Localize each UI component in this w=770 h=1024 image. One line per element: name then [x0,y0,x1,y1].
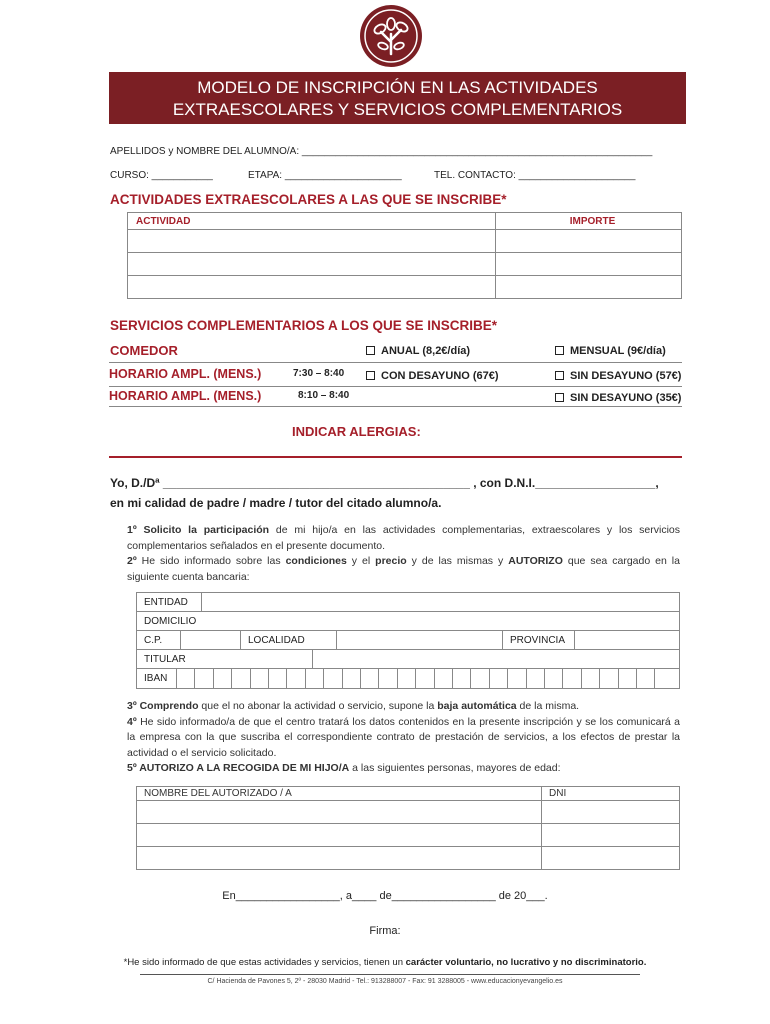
sin-desayuno-57-option[interactable]: SIN DESAYUNO (57€) [555,370,681,382]
firma-label: Firma: [369,925,401,937]
checkbox-icon[interactable] [555,346,564,355]
authorized-persons-table [136,786,680,870]
table-row[interactable] [128,276,682,299]
entidad-input[interactable] [202,593,681,612]
tree-logo-icon [359,4,423,68]
tel-contacto-field[interactable]: TEL. CONTACTO: _____________________ [434,170,636,181]
titular-input[interactable] [313,650,681,669]
footer-address: C/ Hacienda de Pavones 5, 2º - 28030 Madrid - Tel.: 913288007 - Fax: 91 3288005 - www.educacionyevangelio.es [207,978,563,985]
iban-digit-box[interactable] [398,669,416,688]
checkbox-icon[interactable] [366,371,375,380]
horario1-label: HORARIO AMPL. (MENS.) [109,367,262,381]
iban-digit-box[interactable] [232,669,250,688]
iban-digit-box[interactable] [287,669,305,688]
iban-digit-box[interactable] [563,669,581,688]
titular-label: TITULAR [137,650,313,669]
cp-label: C.P. [137,631,181,650]
localidad-label: LOCALIDAD [241,631,337,650]
authorized-name-header: NOMBRE DEL AUTORIZADO / A [137,787,542,801]
iban-digit-box[interactable] [600,669,618,688]
iban-digit-box[interactable] [379,669,397,688]
checkbox-icon[interactable] [555,393,564,402]
form-title-banner [109,72,686,124]
divider [109,406,682,407]
disclaimer-note: *He sido informado de que estas actividades y servicios, tienen un carácter voluntario, no lucrativo y no discriminatorio. [123,957,647,968]
alergias-line[interactable] [109,456,682,458]
activities-title: ACTIVIDADES EXTRAESCOLARES A LAS QUE SE INSCRIBE* [110,192,507,207]
etapa-field[interactable]: ETAPA: _____________________ [248,170,402,181]
yo-line[interactable]: Yo, D./Dª ______________________________________________ , con D.N.I.__________________, [110,476,659,490]
horario2-time: 8:10 – 8:40 [298,390,350,401]
activity-column-header: ACTIVIDAD [128,213,496,230]
curso-field[interactable]: CURSO: ___________ [110,170,213,181]
services-title: SERVICIOS COMPLEMENTARIOS A LOS QUE SE INSCRIBE* [110,318,498,333]
iban-digit-box[interactable] [435,669,453,688]
student-name-field[interactable]: APELLIDOS y NOMBRE DEL ALUMNO/A: _______________________________________________________________ [110,146,653,157]
calidad-line: en mi calidad de padre / madre / tutor del citado alumno/a. [110,496,442,510]
cp-input[interactable] [181,631,241,650]
iban-digit-box[interactable] [582,669,600,688]
provincia-input[interactable] [575,631,681,650]
domicilio-label: DOMICILIO [144,616,197,627]
iban-label: IBAN [137,669,177,688]
iban-digit-box[interactable] [527,669,545,688]
iban-digit-box[interactable] [214,669,232,688]
paragraph-3-4-5: 3º Comprendo que el no abonar la actividad o servicio, supone la baja automática de la misma. 4º He sido informado/a de que el centro tratará los datos contenidos en la presente inscripción y se los comunicará a la empresa con la que suscriba el correspondiente contrato de prestación de servicios, a los efectos de prestar la actividad o el servicio solicitado. 5º AUTORIZO A LA RECOGIDA DE MI HIJO/A a las siguientes personas, mayores de edad: [127,700,680,774]
footer-divider [140,974,640,975]
iban-digit-box[interactable] [637,669,655,688]
iban-digit-box[interactable] [416,669,434,688]
iban-digit-box[interactable] [361,669,379,688]
authorized-dni-header: DNI [542,787,680,801]
iban-digit-box[interactable] [655,669,673,688]
iban-digit-box[interactable] [343,669,361,688]
iban-digit-box[interactable] [324,669,342,688]
iban-digit-box[interactable] [453,669,471,688]
iban-digit-box[interactable] [177,669,195,688]
checkbox-icon[interactable] [366,346,375,355]
price-column-header: IMPORTE [496,213,682,230]
localidad-input[interactable] [337,631,503,650]
iban-digit-box[interactable] [545,669,563,688]
form-title-line2: EXTRAESCOLARES Y SERVICIOS COMPLEMENTARIOS [172,100,623,119]
mensual-option[interactable]: MENSUAL (9€/día) [555,345,666,357]
comedor-label: COMEDOR [110,343,178,358]
checkbox-icon[interactable] [555,371,564,380]
divider [109,362,682,363]
iban-digit-box[interactable] [619,669,637,688]
paragraph-1-2: 1º Solicito la participación de mi hijo/a en las actividades complementarias, extraescolares y los servicios complementarios señalados en el presente documento. 2º He sido informado sobre las condiciones y el precio y de las mismas y AUTORIZO que sea cargado en la siguiente cuenta bancaria: [127,524,680,583]
con-desayuno-option[interactable]: CON DESAYUNO (67€) [366,370,499,382]
iban-digit-box[interactable] [306,669,324,688]
form-title-line1: MODELO DE INSCRIPCIÓN EN LAS ACTIVIDADES [197,78,598,97]
horario2-label: HORARIO AMPL. (MENS.) [109,389,262,403]
table-row[interactable] [128,253,682,276]
entidad-label: ENTIDAD [137,593,202,612]
iban-digit-box[interactable] [471,669,489,688]
table-row[interactable] [137,801,680,824]
sin-desayuno-35-option[interactable]: SIN DESAYUNO (35€) [555,392,681,404]
date-line[interactable]: En_________________, a____ de_________________ de 20___. [222,890,548,902]
table-row[interactable] [137,824,680,847]
iban-digit-box[interactable] [490,669,508,688]
horario1-time: 7:30 – 8:40 [293,368,345,379]
table-row[interactable] [128,230,682,253]
divider [109,386,682,387]
iban-digit-box[interactable] [508,669,526,688]
activities-table [127,212,682,299]
provincia-label: PROVINCIA [503,631,575,650]
iban-digit-box[interactable] [251,669,269,688]
table-row[interactable] [137,847,680,870]
anual-option[interactable]: ANUAL (8,2€/día) [366,345,470,357]
iban-digit-box[interactable] [269,669,287,688]
alergias-label: INDICAR ALERGIAS: [292,424,421,439]
bank-account-table [136,592,680,689]
iban-digit-box[interactable] [195,669,213,688]
